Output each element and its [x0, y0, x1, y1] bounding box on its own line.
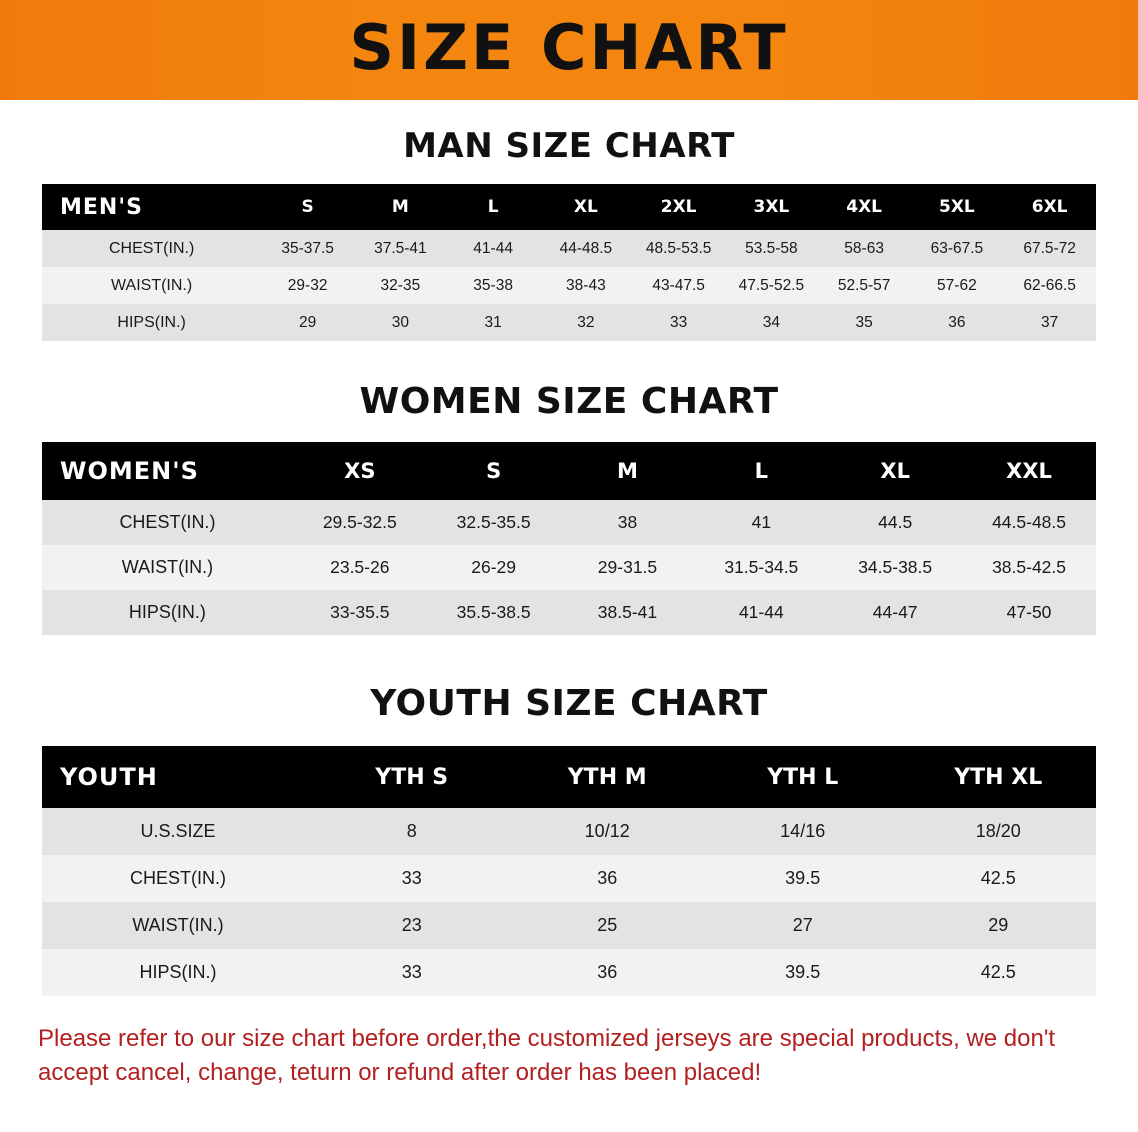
- table-cell: 37.5-41: [354, 230, 447, 267]
- youth-table-body: [42, 808, 1096, 996]
- table-cell: 35-37.5: [261, 230, 354, 267]
- women-header-cell: M: [617, 459, 638, 483]
- table-cell: 23.5-26: [293, 545, 427, 590]
- table-cell: 44-48.5: [540, 230, 633, 267]
- women-table-wrap: [42, 442, 1096, 635]
- youth-section-title: YOUTH SIZE CHART: [370, 683, 768, 724]
- table-row: [42, 902, 1096, 949]
- row-label: HIPS(IN.): [42, 304, 261, 341]
- table-cell: 33: [632, 304, 725, 341]
- table-cell: 29: [900, 902, 1096, 949]
- table-row: [42, 808, 1096, 855]
- women-table-body: [42, 500, 1096, 635]
- table-cell: 18/20: [900, 808, 1096, 855]
- table-row: [42, 304, 1096, 341]
- table-cell: 29: [261, 304, 354, 341]
- youth-table-wrap: [42, 746, 1096, 996]
- table-cell: 32-35: [354, 267, 447, 304]
- table-cell: 23: [314, 902, 510, 949]
- table-cell: 8: [314, 808, 510, 855]
- table-cell: 31: [447, 304, 540, 341]
- table-cell: 37: [1003, 304, 1096, 341]
- table-cell: 41-44: [447, 230, 540, 267]
- table-cell: 31.5-34.5: [694, 545, 828, 590]
- man-table-wrap: [42, 184, 1096, 341]
- table-cell: 36: [509, 855, 705, 902]
- table-cell: 36: [911, 304, 1004, 341]
- table-cell: 39.5: [705, 949, 901, 996]
- man-header-cell: 3XL: [753, 197, 790, 217]
- table-cell: 35-38: [447, 267, 540, 304]
- women-size-table: [42, 442, 1096, 635]
- man-header-cell: XL: [573, 197, 598, 217]
- man-table-head: [42, 184, 1096, 230]
- table-cell: 39.5: [705, 855, 901, 902]
- table-cell: 35.5-38.5: [427, 590, 561, 635]
- row-label: HIPS(IN.): [42, 949, 314, 996]
- women-header-cell: S: [486, 459, 502, 483]
- man-header-cell: 4XL: [846, 197, 883, 217]
- women-header-cell: XS: [344, 459, 376, 483]
- row-label: WAIST(IN.): [42, 902, 314, 949]
- table-cell: 36: [509, 949, 705, 996]
- women-header-cell: XL: [880, 459, 910, 483]
- table-cell: 35: [818, 304, 911, 341]
- women-header-cell: WOMEN'S: [60, 457, 199, 485]
- women-header-row: [42, 442, 1096, 500]
- women-table-head: [42, 442, 1096, 500]
- man-header-cell: 2XL: [660, 197, 697, 217]
- table-cell: 29-31.5: [561, 545, 695, 590]
- table-row: [42, 949, 1096, 996]
- row-label: WAIST(IN.): [42, 545, 293, 590]
- row-label: CHEST(IN.): [42, 500, 293, 545]
- table-cell: 44.5: [828, 500, 962, 545]
- youth-header-cell: YTH S: [375, 764, 449, 790]
- man-header-cell: 6XL: [1031, 197, 1068, 217]
- table-cell: 30: [354, 304, 447, 341]
- table-cell: 32.5-35.5: [427, 500, 561, 545]
- table-cell: 62-66.5: [1003, 267, 1096, 304]
- man-header-cell: MEN'S: [60, 194, 143, 220]
- table-cell: 44-47: [828, 590, 962, 635]
- table-cell: 43-47.5: [632, 267, 725, 304]
- man-table-body: [42, 230, 1096, 341]
- table-cell: 29.5-32.5: [293, 500, 427, 545]
- man-header-cell: S: [301, 197, 314, 217]
- table-cell: 33-35.5: [293, 590, 427, 635]
- table-cell: 48.5-53.5: [632, 230, 725, 267]
- table-cell: 63-67.5: [911, 230, 1004, 267]
- table-cell: 42.5: [900, 855, 1096, 902]
- table-cell: 44.5-48.5: [962, 500, 1096, 545]
- table-cell: 52.5-57: [818, 267, 911, 304]
- women-section-title: WOMEN SIZE CHART: [359, 381, 779, 422]
- table-cell: 41-44: [694, 590, 828, 635]
- youth-size-table: [42, 746, 1096, 996]
- table-cell: 53.5-58: [725, 230, 818, 267]
- table-cell: 33: [314, 949, 510, 996]
- table-cell: 33: [314, 855, 510, 902]
- table-cell: 58-63: [818, 230, 911, 267]
- table-cell: 57-62: [911, 267, 1004, 304]
- table-cell: 38: [561, 500, 695, 545]
- page-banner: [0, 0, 1138, 100]
- table-cell: 25: [509, 902, 705, 949]
- page-title: SIZE CHART: [349, 11, 789, 84]
- table-cell: 42.5: [900, 949, 1096, 996]
- table-cell: 29-32: [261, 267, 354, 304]
- table-row: [42, 267, 1096, 304]
- row-label: CHEST(IN.): [42, 855, 314, 902]
- women-header-cell: XXL: [1006, 459, 1052, 483]
- man-header-cell: 5XL: [938, 197, 975, 217]
- youth-table-head: [42, 746, 1096, 808]
- table-cell: 34: [725, 304, 818, 341]
- table-cell: 47.5-52.5: [725, 267, 818, 304]
- youth-header-row: [42, 746, 1096, 808]
- table-cell: 67.5-72: [1003, 230, 1096, 267]
- table-row: [42, 590, 1096, 635]
- man-header-cell: L: [487, 197, 499, 217]
- table-cell: 38.5-41: [561, 590, 695, 635]
- table-row: [42, 855, 1096, 902]
- table-cell: 34.5-38.5: [828, 545, 962, 590]
- table-cell: 10/12: [509, 808, 705, 855]
- man-header-row: [42, 184, 1096, 230]
- table-cell: 38-43: [540, 267, 633, 304]
- women-header-cell: L: [754, 459, 769, 483]
- table-row: [42, 230, 1096, 267]
- youth-header-cell: YTH M: [567, 764, 647, 790]
- table-cell: 27: [705, 902, 901, 949]
- man-header-cell: M: [391, 197, 409, 217]
- table-row: [42, 545, 1096, 590]
- table-cell: 38.5-42.5: [962, 545, 1096, 590]
- disclaimer-note: Please refer to our size chart before order,the customized jerseys are special products, we don't accept cancel, change, teturn or refund after order has been placed!: [38, 1025, 1056, 1087]
- youth-header-cell: YTH L: [767, 764, 839, 790]
- row-label: CHEST(IN.): [42, 230, 261, 267]
- table-cell: 47-50: [962, 590, 1096, 635]
- table-cell: 32: [540, 304, 633, 341]
- man-section-title: MAN SIZE CHART: [403, 126, 735, 166]
- youth-header-cell: YOUTH: [60, 763, 158, 791]
- man-size-table: [42, 184, 1096, 341]
- table-row: [42, 500, 1096, 545]
- row-label: WAIST(IN.): [42, 267, 261, 304]
- table-cell: 26-29: [427, 545, 561, 590]
- table-cell: 41: [694, 500, 828, 545]
- row-label: U.S.SIZE: [42, 808, 314, 855]
- table-cell: 14/16: [705, 808, 901, 855]
- row-label: HIPS(IN.): [42, 590, 293, 635]
- youth-header-cell: YTH XL: [954, 764, 1043, 790]
